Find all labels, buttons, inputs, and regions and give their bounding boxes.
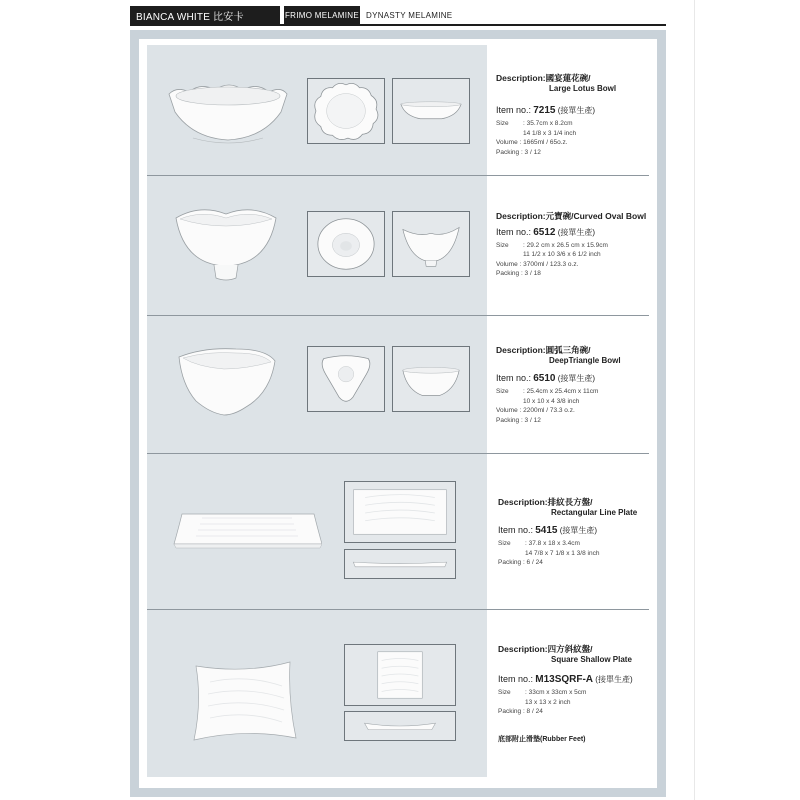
header-rule [130, 24, 666, 26]
item-number: M13SQRF-A [535, 674, 594, 686]
section-divider [147, 175, 649, 176]
rect-plate-top-photo [344, 481, 456, 543]
description-label: Description: [496, 73, 546, 83]
lotus-bowl-photo [163, 72, 293, 152]
rubber-feet-note: 底部附止滑墊(Rubber Feet) [498, 736, 586, 743]
packing-label: Packing [496, 270, 520, 278]
item-no-label: Item no.: [496, 227, 532, 238]
packing-value: : 6 / 24 [522, 559, 543, 567]
volume-label: Volume [496, 407, 518, 415]
item-no-label: Item no.: [496, 373, 532, 384]
product-info-triangle-bowl [496, 345, 656, 425]
size-label: Size [498, 540, 511, 548]
section-divider [147, 315, 649, 316]
size-cm: : 29.2 cm x 26.5 cm x 15.9cm [523, 242, 608, 250]
brand-bianca-white: BIANCA WHITE 比安卡 [130, 6, 280, 24]
packing-label: Packing [496, 148, 520, 156]
item-no-label: Item no.: [496, 105, 532, 116]
description-cn: 排紋長方盤/ [547, 497, 593, 507]
brand-frimo-melamine: FRIMO MELAMINE [284, 6, 360, 24]
description-cn: 元寶碗/ [545, 211, 574, 221]
order-note: (接單生產) [559, 526, 598, 536]
item-no-label: Item no.: [498, 525, 534, 536]
oval-bowl-photo [170, 200, 282, 284]
section-divider [147, 453, 649, 454]
item-number: 6512 [533, 227, 556, 239]
size-cm: : 35.7cm x 8.2cm [523, 120, 573, 128]
product-info-lotus-bowl [496, 73, 656, 157]
description-en: Curved Oval Bowl [573, 211, 647, 221]
size-label: Size [496, 388, 509, 396]
product-info-oval-bowl [496, 211, 656, 279]
size-cm: : 37.8 x 18 x 3.4cm [525, 540, 580, 548]
item-number: 5415 [535, 525, 558, 537]
order-note: (接單生產) [557, 106, 596, 116]
packing-label: Packing [496, 416, 520, 424]
description-label: Description: [496, 211, 546, 221]
description-label: Description: [496, 345, 546, 355]
lotus-bowl-profile-photo [392, 78, 470, 144]
size-cm: : 33cm x 33cm x 5cm [525, 689, 587, 697]
size-cm: : 25.4cm x 25.4cm x 11cm [523, 388, 599, 396]
description-en: Square Shallow Plate [551, 655, 632, 665]
section-divider [147, 609, 649, 610]
size-inch: 13 x 13 x 2 inch [525, 698, 571, 706]
square-plate-profile-photo [344, 711, 456, 741]
size-inch: 10 x 10 x 4 3/8 inch [523, 397, 580, 405]
packing-value: : 3 / 12 [520, 148, 541, 156]
volume-value: : 1665ml / 65o.z. [519, 139, 568, 147]
oval-bowl-profile-photo [392, 211, 470, 277]
description-en: Large Lotus Bowl [549, 84, 617, 94]
square-plate-top-photo [344, 644, 456, 706]
brand-dynasty-melamine: DYNASTY MELAMINE [366, 10, 453, 20]
description-label: Description: [498, 497, 548, 507]
item-number: 6510 [533, 373, 556, 385]
size-label: Size [496, 242, 509, 250]
product-info-rect-plate [498, 497, 658, 568]
size-inch: 14 1/8 x 3 1/4 inch [523, 129, 577, 137]
square-plate-photo [192, 660, 298, 742]
rect-plate-profile-photo [344, 549, 456, 579]
description-cn: 圓弧三角碗/ [545, 345, 591, 355]
size-label: Size [498, 689, 511, 697]
packing-value: : 8 / 24 [522, 708, 543, 716]
description-en: Rectangular Line Plate [551, 508, 638, 518]
rect-plate-photo [172, 508, 322, 552]
description-label: Description: [498, 644, 548, 654]
volume-label: Volume [496, 139, 518, 147]
volume-value: : 2200ml / 73.3 o.z. [519, 407, 575, 415]
triangle-bowl-top-photo [307, 346, 385, 412]
description-cn: 國宴蓮花碗/ [545, 73, 591, 83]
order-note: (接單生產) [557, 228, 596, 238]
size-label: Size [496, 120, 509, 128]
description-en: DeepTriangle Bowl [549, 356, 621, 366]
item-no-label: Item no.: [498, 674, 534, 685]
page-edge-rule [694, 0, 695, 800]
oval-bowl-top-photo [307, 211, 385, 277]
triangle-bowl-photo [174, 343, 280, 421]
packing-value: : 3 / 18 [520, 270, 541, 278]
packing-value: : 3 / 12 [520, 416, 541, 424]
description-cn: 四方斜紋盤/ [547, 644, 593, 654]
order-note: (接單生產) [595, 675, 633, 685]
packing-label: Packing [498, 708, 522, 716]
order-note: (接單生產) [557, 374, 596, 384]
size-inch: 14 7/8 x 7 1/8 x 1 3/8 inch [525, 549, 600, 557]
item-number: 7215 [533, 105, 556, 117]
volume-label: Volume [496, 260, 518, 268]
product-info-square-plate [498, 644, 658, 717]
triangle-bowl-profile-photo [392, 346, 470, 412]
size-inch: 11 1/2 x 10 3/6 x 6 1/2 inch [523, 251, 601, 259]
lotus-bowl-top-photo [307, 78, 385, 144]
packing-label: Packing [498, 559, 522, 567]
volume-value: : 3700ml / 123.3 o.z. [519, 260, 579, 268]
